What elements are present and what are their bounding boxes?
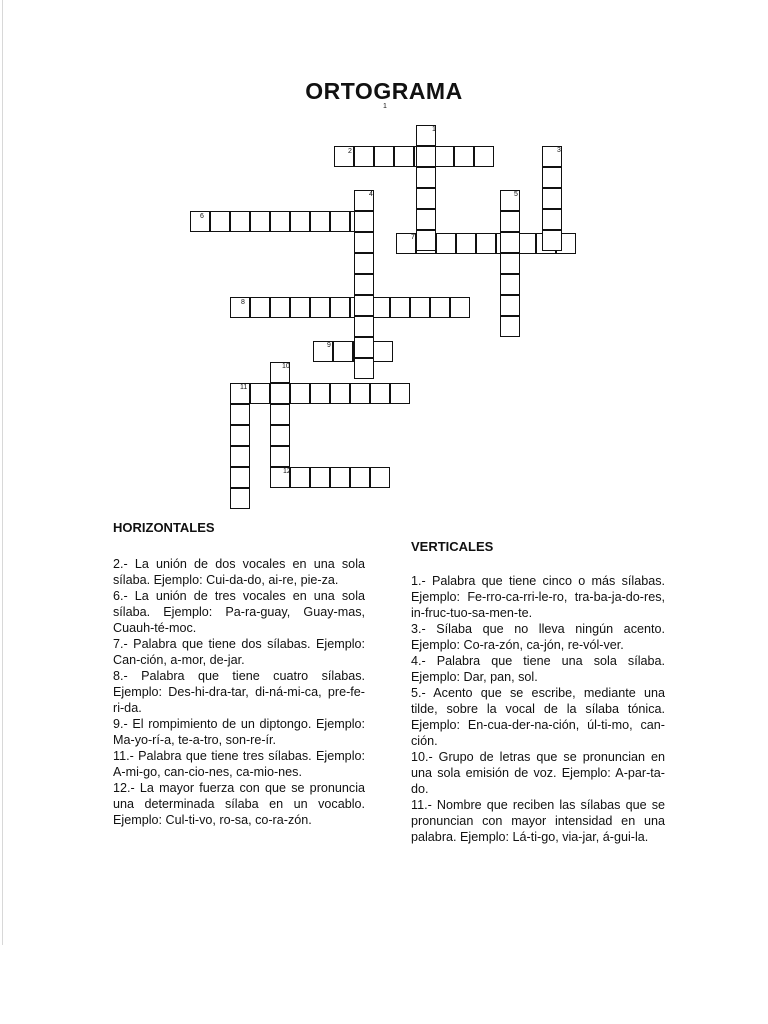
- crossword-cell: [434, 146, 454, 167]
- crossword-cell: [500, 316, 520, 337]
- clue-h-9: 9.- El rompimiento de un diptongo. Ejemplo: Ma-yo-rí-a, te-a-tro, son-re-ír.: [113, 717, 365, 747]
- crossword-cell: [354, 274, 374, 295]
- crossword-cell: [450, 297, 470, 318]
- crossword-cell: [394, 146, 414, 167]
- crossword-cell: [416, 230, 436, 251]
- crossword-cell: [500, 211, 520, 232]
- crossword-cell: [416, 209, 436, 230]
- crossword-cell: [310, 297, 330, 318]
- crossword-cell: [373, 341, 393, 362]
- crossword-cell: [270, 297, 290, 318]
- crossword-cell: [354, 232, 374, 253]
- crossword-cell: [370, 467, 390, 488]
- crossword-cell: [454, 146, 474, 167]
- crossword-cell: [410, 297, 430, 318]
- crossword-cell: [330, 467, 350, 488]
- crossword-cell: [354, 253, 374, 274]
- clue-number-6: 6: [200, 213, 204, 220]
- crossword-cell: [354, 316, 374, 337]
- crossword-cell: [230, 488, 250, 509]
- clue-number-11: 11: [240, 384, 248, 391]
- crossword-cell: [350, 383, 370, 404]
- crossword-cell: [330, 211, 350, 232]
- clue-number-2: 2: [348, 148, 352, 155]
- crossword-cell: [230, 211, 250, 232]
- verticales-heading: VERTICALES: [411, 539, 494, 554]
- crossword-cell: [250, 297, 270, 318]
- crossword-cell: [374, 146, 394, 167]
- clue-h-12: 12.- La mayor fuerza con que se pronuncia una determinada sílaba en un vocablo. Ejemplo: Cul-ti-vo, ro-sa, co-ra-zón.: [113, 781, 365, 827]
- crossword-cell: [354, 146, 374, 167]
- crossword-cell: [500, 274, 520, 295]
- crossword-cell: [354, 358, 374, 379]
- crossword-cell: [250, 211, 270, 232]
- crossword-cell: [542, 209, 562, 230]
- crossword-cell: [270, 446, 290, 467]
- verticales-clues: [411, 573, 665, 845]
- crossword-cell: [390, 383, 410, 404]
- clue-h-11: 11.- Palabra que tiene tres sílabas. Ejemplo: A-mi-go, can-cio-nes, ca-mio-nes.: [113, 749, 365, 779]
- crossword-cell: [270, 404, 290, 425]
- crossword-cell: [456, 233, 476, 254]
- crossword-cell: [230, 297, 250, 318]
- clue-v-11: 11.- Nombre que reciben las sílabas que se pronuncian con mayor intensidad en una palabra. Ejemplo: Lá-ti-go, via-jar, á-gui-la.: [411, 798, 665, 844]
- crossword-cell: [230, 425, 250, 446]
- clue-number-1: 1: [432, 126, 436, 133]
- crossword-cell: [270, 425, 290, 446]
- clue-h-6: 6.- La unión de tres vocales en una sola sílaba. Ejemplo: Pa-ra-guay, Guay-mas, Cuauh-té-moc.: [113, 589, 365, 635]
- title-mark: 1: [383, 103, 387, 110]
- crossword-cell: [474, 146, 494, 167]
- clue-v-5: 5.- Acento que se escribe, mediante una tilde, sobre la vocal de la sílaba tónica. Ejemplo: En-cua-der-na-ción, úl-ti-mo, can-ción.: [411, 686, 665, 748]
- crossword-cell: [430, 297, 450, 318]
- crossword-cell: [310, 383, 330, 404]
- crossword-cell: [370, 383, 390, 404]
- horizontales-heading: HORIZONTALES: [113, 520, 215, 535]
- crossword-cell: [500, 253, 520, 274]
- crossword-cell: [250, 383, 270, 404]
- crossword-cell: [390, 297, 410, 318]
- clue-number-12: 12: [283, 468, 291, 475]
- clue-h-7: 7.- Palabra que tiene dos sílabas. Ejemplo: Can-ción, a-mor, de-jar.: [113, 637, 365, 667]
- clue-v-1: 1.- Palabra que tiene cinco o más sílabas. Ejemplo: Fe-rro-ca-rri-le-ro, tra-ba-ja-do-res, in-fruc-tuo-sa-men-te.: [411, 574, 665, 620]
- crossword-cell: [350, 467, 370, 488]
- clue-h-8: 8.- Palabra que tiene cuatro sílabas. Ejemplo: Des-hi-dra-tar, di-ná-mi-ca, pre-fe-ri-da.: [113, 669, 365, 715]
- crossword-cell: [354, 337, 374, 358]
- clue-v-3: 3.- Sílaba que no lleva ningún acento. Ejemplo: Co-ra-zón, ca-jón, re-vól-ver.: [411, 622, 665, 652]
- clue-number-5: 5: [514, 191, 518, 198]
- crossword-cell: [290, 467, 310, 488]
- crossword-cell: [290, 211, 310, 232]
- crossword-cell: [500, 295, 520, 316]
- clue-v-4: 4.- Palabra que tiene una sola sílaba. Ejemplo: Dar, pan, sol.: [411, 654, 665, 684]
- crossword-cell: [330, 383, 350, 404]
- clue-number-4: 4: [369, 191, 373, 198]
- crossword-cell: [270, 383, 290, 404]
- crossword-cell: [354, 211, 374, 232]
- crossword-cell: [354, 295, 374, 316]
- crossword-cell: [230, 404, 250, 425]
- crossword-cell: [310, 211, 330, 232]
- crossword-cell: [310, 467, 330, 488]
- crossword-cell: [290, 297, 310, 318]
- crossword-cell: [330, 297, 350, 318]
- crossword-cell: [416, 167, 436, 188]
- crossword-cell: [270, 211, 290, 232]
- horizontales-clues: [113, 556, 365, 828]
- crossword-cell: [500, 232, 520, 253]
- crossword-cell: [436, 233, 456, 254]
- crossword-cell: [542, 188, 562, 209]
- clue-h-2: 2.- La unión de dos vocales en una sola sílaba. Ejemplo: Cui-da-do, ai-re, pie-za.: [113, 557, 365, 587]
- clue-v-10: 10.- Grupo de letras que se pronuncian en una sola emisión de voz. Ejemplo: A-par-ta-do.: [411, 750, 665, 796]
- clue-number-10: 10: [282, 363, 290, 370]
- crossword-cell: [290, 383, 310, 404]
- crossword-cell: [542, 167, 562, 188]
- clue-number-9: 9: [327, 342, 331, 349]
- crossword-cell: [230, 446, 250, 467]
- crossword-cell: [333, 341, 353, 362]
- crossword-cell: [542, 230, 562, 251]
- clue-number-7: 7: [411, 234, 415, 241]
- clue-number-3: 3: [557, 147, 561, 154]
- page-title: ORTOGRAMA: [305, 78, 463, 104]
- clue-number-8: 8: [241, 299, 245, 306]
- crossword-cell: [230, 467, 250, 488]
- crossword-cell: [476, 233, 496, 254]
- crossword-cell: [416, 188, 436, 209]
- crossword-cell: [210, 211, 230, 232]
- crossword-cell: [416, 146, 436, 167]
